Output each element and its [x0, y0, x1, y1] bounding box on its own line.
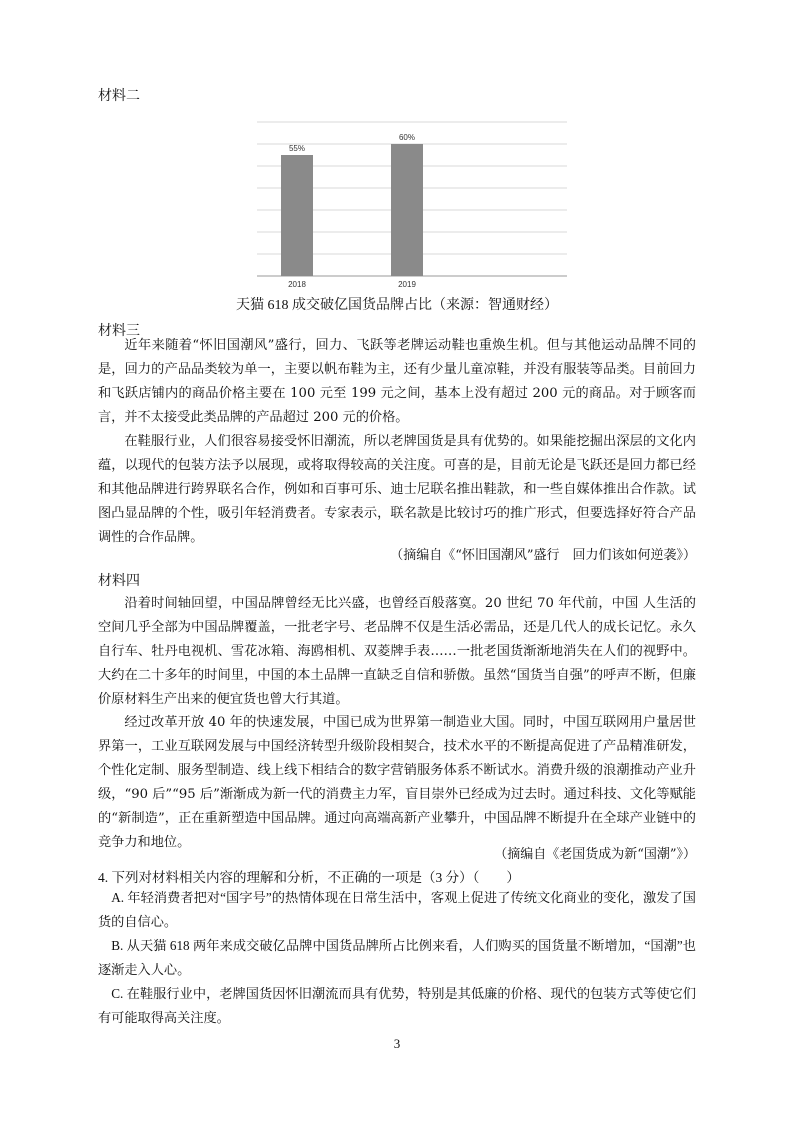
option-c: C. 在鞋服行业中，老牌国货因怀旧潮流而具有优势，特别是其低廉的价格、现代的包装方式等使它们有可能取得高关注度。 — [98, 986, 696, 1025]
material3-paragraph-2: 在鞋服行业，人们很容易接受怀旧潮流，所以老牌国货是具有优势的。如果能挖掘出深层的文化内蕴，以现代的包装方法予以展现，或将取得较高的关注度。可喜的是，目前无论是飞跃还是回力都已经和其他品牌进行跨界联名合作，例如和百事可乐、迪士尼联名推出鞋款，和一些自媒体推出合作款。试图凸显品牌的个性，吸引年轻消费者。专家表示，联名款是比较讨巧的推广形式，但要选择好符合产品调性的合作品牌。 — [98, 434, 696, 545]
bar-2019 — [391, 144, 423, 276]
option-b: B. 从天猫 618 两年来成交破亿品牌中国货品牌所占比例来看，人们购买的国货量不断增加，“国潮”也逐渐走入人心。 — [98, 938, 696, 977]
material4-paragraph-1: 沿着时间轴回望，中国品牌曾经无比兴盛，也曾经百般落寞。20 世纪 70 年代前，中国 人生活的空间几乎全部为中国品牌覆盖，一批老字号、老品牌不仅是生活必需品，还是几代人的成长记忆。永久自行车、牡丹电视机、雪花冰箱、海鸥相机、双菱牌手表……一批老国货渐渐地消失在人们的视野中。大约在二十多年的时间里，中国的本土品牌一直缺乏自信和骄傲。虽然“国货当自强”的呼声不断，但廉价原材料生产出来的便宜货也曾大行其道。 — [98, 596, 696, 707]
x-tick-label-2019: 2019 — [398, 280, 416, 289]
question-stem: 4. 下列对材料相关内容的理解和分析，不正确的一项是（3 分）（ ） — [98, 870, 520, 885]
chart-caption: 天猫 618 成交破亿国货品牌占比（来源：智通财经） — [236, 298, 558, 313]
material4-source: （摘编自《老国货成为新“国潮”》） — [494, 847, 696, 862]
material4-paragraph-2: 经过改革开放 40 年的快速发展，中国已成为世界第一制造业大国。同时，中国互联网用户量居世界第一，工业互联网发展与中国经济转型升级阶段相契合，技术水平的不断提高促进了产品精准研发，个性化定制、服务型制造、线上线下相结合的数字营销服务体系不断试水。消费升级的浪潮推动产业升级，“90 后”“95 后”渐渐成为新一代的消费主力军，盲目崇外已经成为过去时。通过科技、文化等赋能的“新制造”，正在重新塑造中国品牌。通过向高端高新产业攀升，中国品牌不断提升在全球产业链中的竞争力和地位。 — [98, 715, 696, 850]
x-tick-label-2018: 2018 — [288, 280, 306, 289]
material3-source: （摘编自《“怀旧国潮风”盛行 回力们该如何逆袭》） — [390, 548, 696, 563]
material2-heading: 材料二 — [98, 88, 140, 104]
value-label-2019: 60% — [398, 133, 416, 142]
material4-heading: 材料四 — [98, 573, 140, 589]
bar-2018 — [281, 155, 313, 276]
value-label-2018: 55% — [288, 144, 306, 153]
material3-heading: 材料三 — [98, 323, 140, 339]
chart-x-labels — [288, 280, 416, 289]
option-a: A. 年轻消费者把对“国字号”的热情体现在日常生活中，客观上促进了传统文化商业的变化，激发了国货的自信心。 — [98, 890, 696, 929]
material3-paragraph-1: 近年来随着“怀旧国潮风”盛行，回力、飞跃等老牌运动鞋也重焕生机。但与其他运动品牌不同的是，回力的产品品类较为单一，主要以帆布鞋为主，还有少量儿童凉鞋，并没有服装等品类。目前回力和飞跃店铺内的商品价格主要在 100 元至 199 元之间，基本上没有超过 200 元的商品。对于顾客而言，并不太接受此类品牌的产品超过 200 元的价格。 — [98, 338, 696, 425]
bar-chart — [257, 118, 569, 290]
page-number: 3 — [393, 1036, 401, 1051]
